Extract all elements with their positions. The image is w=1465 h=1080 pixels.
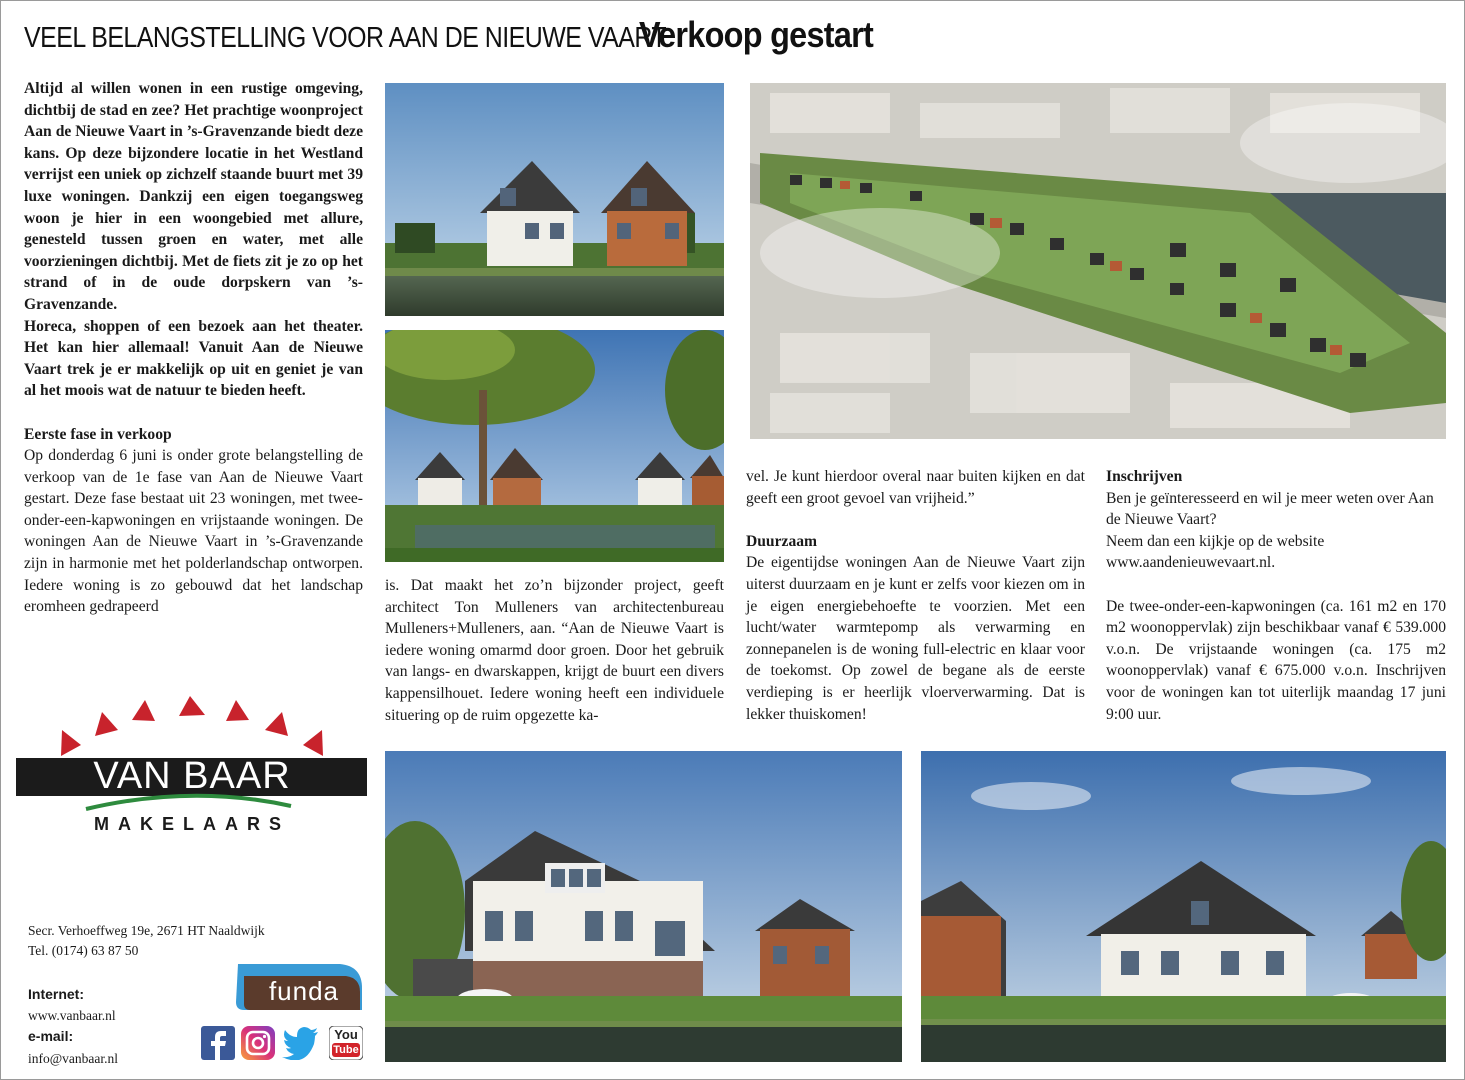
logo-name: VAN BAAR	[93, 755, 291, 797]
photo-aerial-view	[750, 83, 1446, 439]
article-column-1	[24, 78, 363, 618]
logo-triangle-3	[226, 700, 249, 721]
email-link[interactable]: info@vanbaar.nl	[28, 1051, 119, 1066]
logo-triangle-4	[95, 712, 118, 736]
section-title-register: Inschrijven	[1106, 468, 1183, 485]
instagram-icon[interactable]	[241, 1026, 275, 1060]
intro-paragraph-2: Horeca, shoppen of een bezoek aan het theater. Het kan hier allemaal! Vanuit Aan de Nieuwe Vaart trek je er makkelijk op uit en geniet je van al het moois wat de natuur te bieden heeft.	[24, 317, 363, 400]
section-text-sustainable: De eigentijdse woningen Aan de Nieuwe Vaart zijn uiterst duurzaam en je kunt er zelfs voor kiezen om in je eigen energiebehoefte te voorzien. Met een lucht/water warmtepomp als verwarming en zonnepanelen is de woning full-electric en klaar voor de toekomst. Op zowel de begane als de eerste verdieping is er heerlijk vloerverwarming. Dat is lekker thuiskomen!	[746, 554, 1085, 723]
section-title-first-phase: Eerste fase in verkoop	[24, 425, 172, 443]
photo-tree-pond	[385, 330, 724, 562]
logo-triangle-6	[61, 730, 81, 756]
article-column-3	[746, 466, 1085, 725]
logo-triangle-5	[265, 712, 288, 736]
photo-houses-waterside	[385, 83, 724, 316]
headline-main: Verkoop gestart	[639, 14, 874, 55]
architect-quote-text: is. Dat maakt het zo’n bijzonder project, geeft architect Ton Mulleners van architectenbureau Mulleners+Mulleners, aan. “Aan de Nieuwe Vaart is iedere woning omarmd door groen. Door het gebruik van langs- en dwarskappen, krijgt de buurt een divers kappensilhouet. Iedere woning heeft een individuele situering op de ruim opgezette ka-	[385, 577, 724, 724]
email-label: e-mail:	[28, 1028, 74, 1044]
pricing-text: De twee-onder-een-kapwoningen (ca. 161 m2 en 170 m2 woonoppervlak) zijn beschikbaar vanaf € 539.000 v.o.n. De vrijstaande woningen (ca. 175 m2 woonoppervlak) vanaf € 675.000 v.o.n. Inschrijven voor de woningen kan tot uiterlijk maandag 17 juni 9:00 uur.	[1106, 597, 1446, 723]
project-website-link[interactable]: www.aandenieuwevaart.nl.	[1106, 554, 1276, 572]
twitter-icon[interactable]	[282, 1026, 320, 1060]
facebook-icon[interactable]	[201, 1026, 235, 1060]
article-column-2	[385, 575, 724, 726]
intro-paragraph: Altijd al willen wonen in een rustige omgeving, dichtbij de stad en zee? Het prachtige woonproject Aan de Nieuwe Vaart in ’s-Gravenzande biedt deze kans. Op deze bijzondere locatie in het Westland verrijst een uniek op zichzelf staande buurt met 39 luxe woningen. Dankzij een eigen toegangsweg woon je hier in een woongebied met allure, genesteld tussen groen en water, met alle voorzieningen dichtbij. Met de fiets zit je zo op het strand of in de oude dorpskern van ’s-Gravenzande.	[24, 80, 363, 313]
register-line-2: Neem dan een kijkje op de website	[1106, 532, 1325, 550]
funda-badge[interactable]	[234, 964, 364, 1010]
logo-subtitle: MAKELAARS	[94, 814, 290, 834]
contact-phone: Tel. (0174) 63 87 50	[28, 943, 139, 958]
quote-continuation: vel. Je kunt hierdoor overal naar buiten kijken en dat geeft een groot gevoel van vrijheid.”	[746, 468, 1085, 507]
photo-detached-house	[921, 751, 1446, 1062]
youtube-icon[interactable]	[329, 1026, 363, 1060]
youtube-label-2: Tube	[333, 1044, 359, 1056]
page-headline	[24, 14, 899, 58]
section-text-first-phase: Op donderdag 6 juni is onder grote belangstelling de verkoop van de 1e fase van Aan de Nieuwe Vaart gestart. Deze fase bestaat uit 23 woningen, met twee-onder-een-kapwoningen en vrijstaande woningen. De woningen Aan de Nieuwe Vaart in ’s-Gravenzande zijn in harmonie met het polderlandschap ontworpen. Iedere woning is zo gebouwd dat het landschap eromheen gedrapeerd	[24, 447, 363, 616]
van-baar-logo	[16, 694, 368, 844]
headline-prefix: VEEL BELANGSTELLING VOOR AAN DE NIEUWE VAART	[24, 22, 667, 54]
section-title-sustainable: Duurzaam	[746, 532, 818, 550]
register-line-1: Ben je geïnteresseerd en wil je meer weten over Aan de Nieuwe Vaart?	[1106, 489, 1434, 529]
article-column-4	[1106, 466, 1446, 725]
logo-triangle-2	[179, 696, 205, 716]
logo-triangle-1	[132, 700, 155, 721]
logo-green-arc	[86, 796, 291, 809]
website-link[interactable]: www.vanbaar.nl	[28, 1008, 116, 1023]
logo-triangle-7	[303, 730, 323, 756]
internet-label: Internet:	[28, 986, 84, 1002]
contact-address: Secr. Verhoeffweg 19e, 2671 HT Naaldwijk	[28, 923, 265, 938]
funda-label: funda	[268, 976, 340, 1006]
youtube-label-1: You	[334, 1027, 358, 1042]
photo-semi-detached-front	[385, 751, 902, 1062]
